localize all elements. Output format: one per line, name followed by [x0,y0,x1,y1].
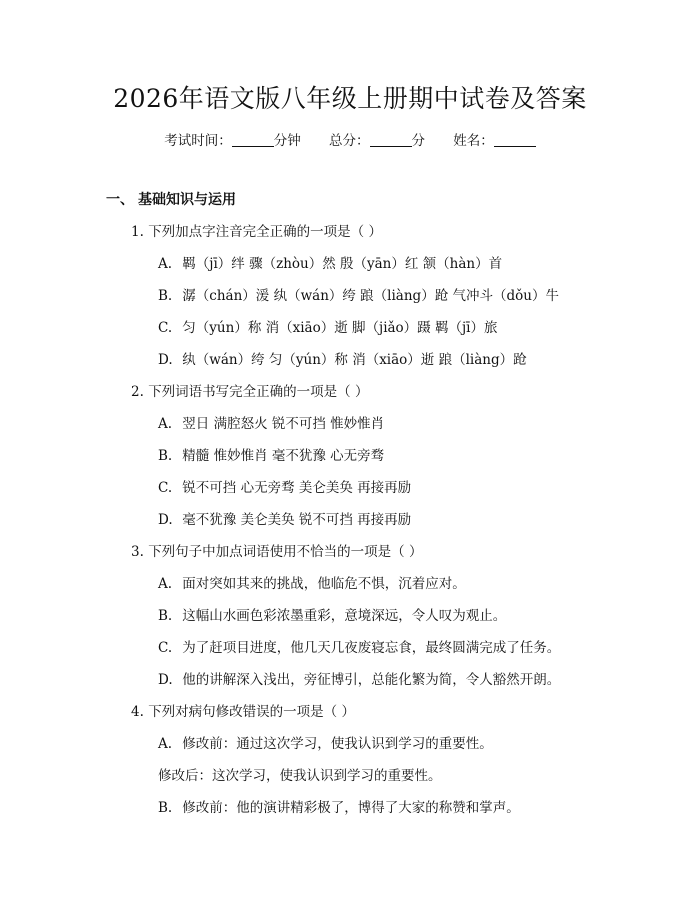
option-label: A. [158,256,173,272]
question-3 [131,542,422,562]
option-4a-revised [158,766,442,786]
option-label: B. [158,608,173,624]
question-number: 4. [131,704,144,720]
option-1a [158,254,502,274]
question-text: 下列对病句修改错误的一项是（ ） [148,704,355,720]
option-4a [158,734,493,754]
option-label: B. [158,288,173,304]
option-text: 匀（yún）称 消（xiāo）逝 脚（jiǎo）蹑 羁（jī）旅 [182,320,498,336]
name-blank [494,133,536,147]
option-label: A. [158,576,173,592]
option-label: B. [158,800,173,816]
option-1d [158,350,527,370]
time-blank [232,133,274,147]
score-field [329,131,425,151]
option-2c [158,478,411,498]
option-label: D. [158,512,173,528]
section-heading [106,190,236,210]
option-text: 毫不犹豫 美仑美奂 锐不可挡 再接再励 [182,512,412,528]
option-text: 面对突如其来的挑战，他临危不惧，沉着应对。 [182,576,466,592]
option-label: C. [158,320,173,336]
score-unit: 分 [411,133,425,149]
question-2 [131,382,368,402]
option-3d [158,670,560,690]
option-text: 他的讲解深入浅出，旁征博引，总能化繁为简，令人豁然开朗。 [182,672,561,688]
option-2a [158,414,384,434]
option-text: 修改前：通过这次学习，使我认识到学习的重要性。 [182,736,493,752]
question-4 [131,702,355,722]
question-1 [131,222,382,242]
option-3b [158,606,506,626]
question-number: 2. [131,384,144,400]
name-label: 姓名： [453,133,494,149]
option-label: C. [158,480,173,496]
page-title: 2026年语文版八年级上册期中试卷及答案 [113,84,587,113]
option-label: D. [158,352,173,368]
option-label: D. [158,672,173,688]
option-text: 翌日 满腔怒火 锐不可挡 惟妙惟肖 [182,416,385,432]
section-title: 基础知识与运用 [138,192,236,208]
option-3c [158,638,560,658]
exam-meta [0,131,700,151]
score-label: 总分： [329,133,370,149]
option-text: 为了赶项目进度，他几天几夜废寝忘食，最终圆满完成了任务。 [182,640,561,656]
question-number: 3. [131,544,144,560]
option-text: 锐不可挡 心无旁骛 美仑美奂 再接再励 [182,480,412,496]
time-label: 考试时间： [164,133,232,149]
name-field [453,131,536,151]
score-blank [370,133,412,147]
time-field [164,131,301,151]
option-label: A. [158,416,173,432]
option-text: 修改前：他的演讲精彩极了，博得了大家的称赞和掌声。 [182,800,520,816]
option-label: A. [158,736,173,752]
option-text: 潺（chán）湲 纨（wán）绔 踉（liàng）跄 气冲斗（dǒu）牛 [182,288,559,304]
option-4b [158,798,520,818]
question-text: 下列句子中加点词语使用不恰当的一项是（ ） [148,544,423,560]
question-text: 下列加点字注音完全正确的一项是（ ） [148,224,382,240]
option-label: C. [158,640,173,656]
question-text: 下列词语书写完全正确的一项是（ ） [148,384,369,400]
option-2b [158,446,384,466]
option-text: 羁（jī）绊 骤（zhòu）然 殷（yān）红 颔（hàn）首 [182,256,503,272]
option-label: B. [158,448,173,464]
option-3a [158,574,466,594]
time-unit: 分钟 [273,133,301,149]
option-text: 纨（wán）绔 匀（yún）称 消（xiāo）逝 踉（liàng）跄 [182,352,527,368]
option-1b [158,286,559,306]
option-text: 修改后：这次学习，使我认识到学习的重要性。 [158,768,442,784]
option-text: 精髓 惟妙惟肖 毫不犹豫 心无旁骛 [182,448,385,464]
option-2d [158,510,411,530]
option-1c [158,318,497,338]
section-number: 一、 [106,192,134,208]
option-text: 这幅山水画色彩浓墨重彩，意境深远，令人叹为观止。 [182,608,507,624]
question-number: 1. [131,224,144,240]
